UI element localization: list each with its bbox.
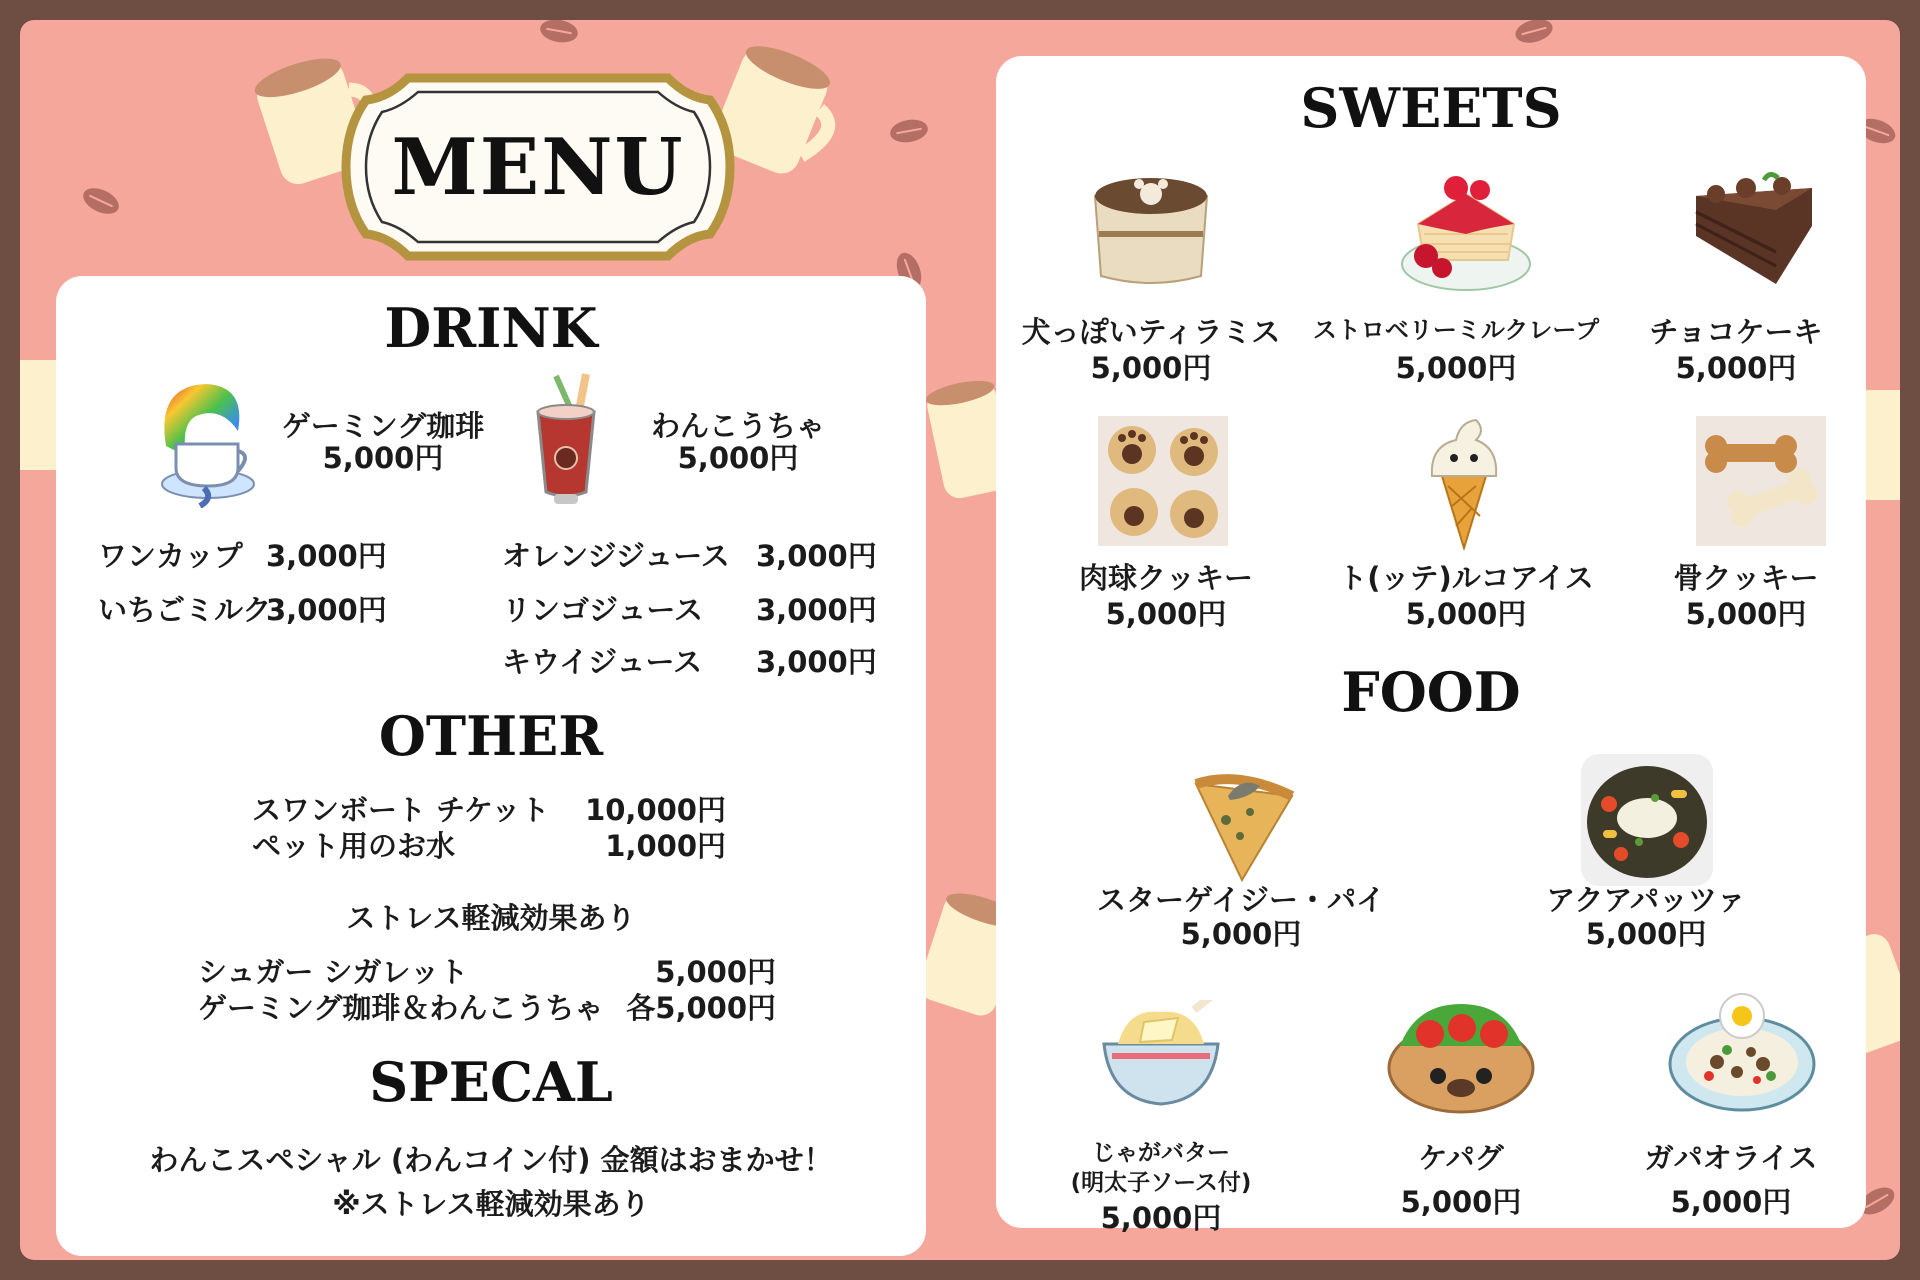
food-heading: FOOD <box>1341 660 1521 724</box>
featured-drink-name-1: ゲーミング珈琲 <box>281 409 485 443</box>
sweets-item-price: 5,000円 <box>1685 597 1807 631</box>
ice-cream-cone-icon <box>1416 416 1512 550</box>
paw-cookie-icon <box>1098 416 1228 546</box>
sweets-food-card <box>996 56 1866 1235</box>
featured-drink-name-2: わんこうちゃ <box>650 409 825 443</box>
other-item-name: シュガー シガレット <box>198 955 469 989</box>
coffee-bean-decoration-icon <box>1513 20 1555 47</box>
drink-item-price: 3,000円 <box>266 593 387 627</box>
sweets-item-name: チョコケーキ <box>1649 315 1823 349</box>
other-heading: OTHER <box>378 704 604 768</box>
sweets-item-name: 骨クッキー <box>1673 561 1819 595</box>
sweets-item-price: 5,000円 <box>1090 351 1212 385</box>
chocolate-cake-icon <box>1686 166 1826 290</box>
sweets-item-price: 5,000円 <box>1405 597 1527 631</box>
sweets-item-price: 5,000円 <box>1675 351 1797 385</box>
strawberry-crepe-cake-icon <box>1396 164 1536 294</box>
other-item-name: ゲーミング珈琲＆わんこうちゃ <box>198 991 604 1025</box>
drink-item-price: 3,000円 <box>756 645 877 679</box>
food-item-price: 5,000円 <box>1670 1185 1792 1219</box>
special-line-1: わんこスペシャル (わんコイン付) 金額はおまかせ！ <box>149 1143 833 1177</box>
other-item-name: ペット用のお水 <box>252 829 456 863</box>
other-item-price: 10,000円 <box>585 793 726 827</box>
special-heading: SPECAL <box>369 1050 613 1114</box>
drink-item-name: オレンジジュース <box>502 539 730 573</box>
coffee-bean-decoration-icon <box>888 117 929 145</box>
food-item-price: 5,000円 <box>1585 917 1707 951</box>
food-item-price: 5,000円 <box>1100 1201 1222 1235</box>
other-item-name: スワンボート チケット <box>252 793 550 827</box>
other-note: ストレス軽減効果あり <box>346 901 636 935</box>
jaga-butter-icon <box>1094 1000 1228 1110</box>
sweets-item-name: 肉球クッキー <box>1078 561 1253 595</box>
pug-kebab-icon <box>1386 990 1536 1114</box>
acqua-pazza-icon <box>1581 754 1713 886</box>
food-item-price: 5,000円 <box>1400 1185 1522 1219</box>
food-item-name-line1: じゃがバター <box>1092 1140 1230 1166</box>
food-item-name-line2: (明太子ソース付) <box>1070 1170 1252 1196</box>
other-item-price: 5,000円 <box>655 955 776 989</box>
sweets-item-price: 5,000円 <box>1395 351 1517 385</box>
drink-other-special-card <box>56 276 926 1256</box>
featured-drink-price-2: 5,000円 <box>677 441 799 475</box>
menu-page <box>20 20 1900 1260</box>
drink-item-price: 3,000円 <box>756 539 877 573</box>
food-item-name: ガパオライス <box>1644 1141 1818 1175</box>
other-item-price: 各5,000円 <box>626 991 776 1025</box>
sweets-heading: SWEETS <box>1300 76 1562 140</box>
food-item-name: アクアパッツァ <box>1546 883 1746 917</box>
drink-item-name: リンゴジュース <box>502 593 703 627</box>
stargazy-pie-icon <box>1188 750 1298 884</box>
sweets-item-name: ストロベリーミルクレープ <box>1312 316 1600 344</box>
sweets-item-name: 犬っぽいティラミス <box>1021 315 1281 349</box>
food-item-price: 5,000円 <box>1180 917 1302 951</box>
drink-item-name: いちごミルク <box>98 593 272 627</box>
other-item-price: 1,000円 <box>605 829 726 863</box>
special-line-2: ※ストレス軽減効果あり <box>332 1187 650 1221</box>
sweets-item-name: ト(ッテ)ルコアイス <box>1338 561 1594 595</box>
drink-item-price: 3,000円 <box>756 593 877 627</box>
rainbow-coffee-cup-icon <box>146 376 256 508</box>
coffee-bean-decoration-icon <box>79 183 123 219</box>
menu-title: MENU <box>391 122 685 213</box>
drink-item-name: キウイジュース <box>502 645 703 679</box>
food-item-name: ケパグ <box>1418 1141 1504 1175</box>
food-item-name: スターゲイジー・パイ <box>1097 883 1385 917</box>
coffee-bean-decoration-icon <box>538 20 579 45</box>
bone-cookie-icon <box>1696 416 1826 546</box>
gapao-rice-icon <box>1667 990 1817 1114</box>
tiramisu-icon <box>1089 166 1213 290</box>
drink-item-name: ワンカップ <box>98 539 243 573</box>
iced-tea-glass-icon <box>526 372 606 512</box>
drink-heading: DRINK <box>384 296 598 360</box>
drink-item-price: 3,000円 <box>266 539 387 573</box>
featured-drink-price-1: 5,000円 <box>322 441 444 475</box>
menu-title-badge <box>338 68 738 266</box>
sweets-item-price: 5,000円 <box>1105 597 1227 631</box>
